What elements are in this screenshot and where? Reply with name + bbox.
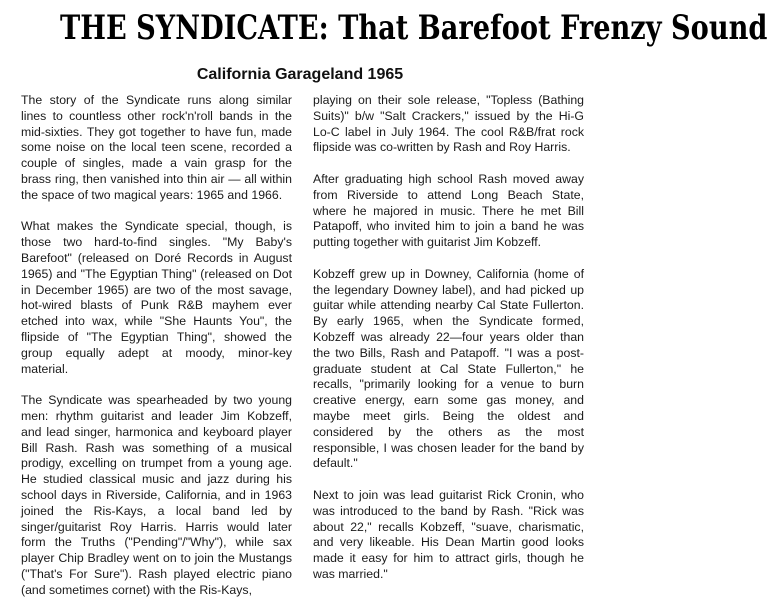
paragraph: The Syndicate was spearheaded by two young men: rhythm guitarist and leader Jim Kobzeff, and lead singer, harmonica and keyboard player Bill Rash. Rash was something of a musical prodigy, excelling on trumpet from a young age. He studied classical music and jazz during his school days in Riverside, California, and in 1963 joined the Ris-Kays, a local band led by singer/guitarist Roy Harris. Harris would later form the Truths ("Pending"/"Why"), while sax player Chip Bradley went on to join the Mustangs ("That's For Sure"). Rash played electric piano (and sometimes cornet) with the Ris-Kays, [21,393,292,597]
paragraph: After graduating high school Rash moved away from Riverside to attend Long Beach State, where he majored in music. There he met Bill Patapoff, who invited him to join a band he was putting together with guitarist Jim Kobzeff. [313,171,584,250]
paragraph: playing on their sole release, "Topless (Bathing Suits)" b/w "Salt Crackers," issued by the Hi-G Lo-C label in July 1964. The cool R&B/frat rock flipside was co-written by Rash and Roy Harris. [313,93,584,155]
article-subtitle: California Garageland 1965 [196,66,404,83]
paragraph: Next to join was lead guitarist Rick Cronin, who was introduced to the band by Rash. "Rick was about 22," recalls Kobzeff, "suave, charismatic, and very likeable. His Dean Martin good looks made it easy for him to attract girls, though he was married." [313,487,584,581]
paragraph: Kobzeff grew up in Downey, California (home of the legendary Downey label), and had picked up guitar while attending nearby Cal State Fullerton. By early 1965, when the Syndicate formed, Kobzeff was already 22—four years older than the two Bills, Rash and Patapoff. "I was a post-graduate student at Cal State Fullerton," he recalls, "primarily looking for a venue to burn creative energy, earn some gas money, and maybe meet girls. Being the oldest and considered by the others as the most responsible, I was chosen leader for the band by default." [313,266,584,471]
article-title: THE SYNDICATE: That Barefoot Frenzy Sound [60,8,767,48]
left-column [21,93,292,614]
paragraph: The story of the Syndicate runs along similar lines to countless other rock'n'roll bands in the mid-sixties. They got together to have fun, made some noise on the local teen scene, recorded a couple of singles, made a vain grasp for the brass ring, then vanished into thin air — all within the space of two magical years: 1965 and 1966. [21,93,292,202]
paragraph: What makes the Syndicate special, though, is those two hard-to-find singles. "My Baby's Barefoot" (released on Doré Records in August 1965) and "The Egyptian Thing" (released on Dot in December 1965) are two of the most savage, hot-wired blasts of Punk R&B mayhem ever etched into wax, while "She Haunts You", the flipside of "The Egyptian Thing", showed the group equally adept at moody, minor-key material. [21,219,292,376]
right-column [313,93,584,599]
